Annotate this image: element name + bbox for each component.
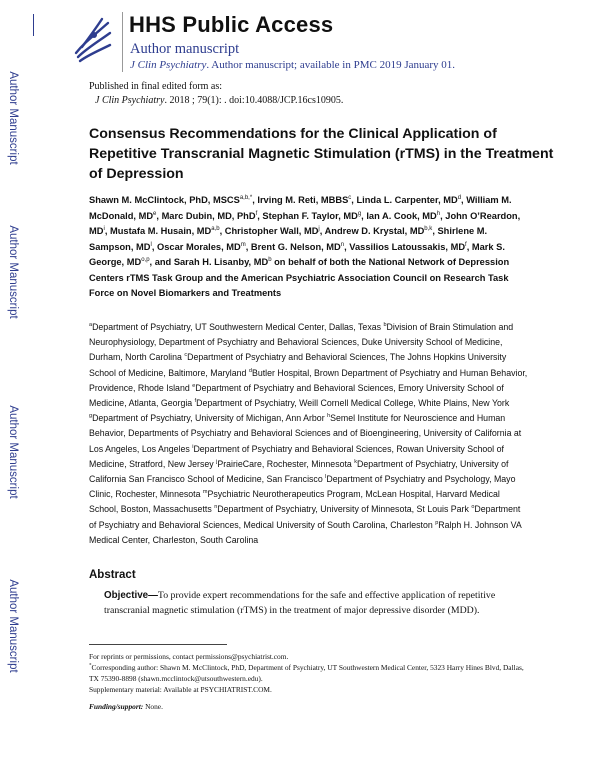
author-name: Brent G. Nelson, $MD^n$ [250,241,345,252]
author-affiliation-marker: b,k [424,225,433,232]
author-name: and Sarah H. Lisanby, $MD^b$ [154,256,272,267]
abstract-heading: Abstract [89,569,136,581]
author-affiliation-marker: g [357,210,362,217]
footnote-rule [89,644,227,645]
hhs-eagle-logo-icon [70,13,114,65]
header-journal-name: J Clin Psychiatry [130,59,207,71]
author-name: Oscar Morales, $MD^m$ [157,241,246,252]
author-affiliation-marker: o,p [141,256,150,263]
funding-label: Funding/support: [89,702,144,711]
side-label-author-manuscript: Author Manuscript [7,71,19,165]
publication-details: . 2018 ; 79(1): . doi:10.4088/JCP.16cs10905. [164,95,344,106]
affiliation-item: $^i$Department of Psychiatry and Behavioral Sciences, Rowan University School of Medicine, Stratford, New Jersey [89,443,504,469]
author-affiliation-marker: i [103,225,105,232]
author-name: Shirlene M. Sampson, $MD^l$ [89,226,488,252]
author-affiliation-marker: e [153,210,157,217]
author-name: Shawn M. McClintock, PhD, $MSCS^{a,b,*}$ [89,194,253,205]
author-name: Marc Dubin, MD, PhD$^f$ [161,210,258,221]
abstract-objective [104,588,524,618]
author-name: Ian A. Cook, $MD^h$ [366,210,441,221]
author-name: John O’Reardon, $MD^i$ [89,210,521,236]
author-affiliation-marker: a,b,* [239,194,253,201]
author-name: Mark S. George, MD$^{o,p}$ [89,241,505,267]
header-title: HHS Public Access [129,12,334,37]
author-name: Linda L. Carpenter, $MD^d$ [356,194,462,205]
author-name: William M. McDonald, MDe [89,195,512,221]
affiliation-item: $^j$PrairieCare, Rochester, Minnesota [216,458,355,469]
affiliation-item: $^k$Department of Psychiatry, University of California San Francisco School of Medicine, San Francisco [89,458,509,485]
author-name: Christopher Wall, $MD^j$ [224,225,320,236]
author-name: Vassilios Latoussakis, $MD^f$ [349,241,467,252]
publication-journal: J Clin Psychiatry [95,95,165,106]
author-affiliation-marker: b [268,256,272,263]
author-name: Andrew D. Krystal, MD$^{b,k}$ [324,225,433,236]
publication-info [89,80,343,108]
header-journal-line [130,59,455,71]
affiliation-item: $^l$Department of Psychiatry and Psychology, Mayo Clinic, Rochester, Minnesota [89,474,516,500]
author-affiliation-marker: a,b [211,225,220,232]
footnote-funding [89,701,529,712]
side-label-author-manuscript: Author Manuscript [7,405,19,499]
affiliation-item: $^o$Department of Psychiatry and Behavioral Sciences, Medical University of South Carolina, Charleston [89,504,521,530]
author-name: Stephan F. Taylor, $MD^g$ [262,210,362,221]
affiliation-item: $^g$Department of Psychiatry, University of Michigan, Ann Arbor [89,413,328,424]
affiliation-item: $^m$Psychiatric Neurotherapeutics Program, McLean Hospital, Harvard Medical School, Boston, Massachusetts [89,489,500,515]
side-label-author-manuscript: Author Manuscript [7,225,19,319]
author-affiliation-marker: f [465,241,467,248]
funding-text: None. [143,702,163,711]
authors-tail: on behalf of both the National Network of Depression Centers rTMS Task Group and the American Psychiatric Association Council on Research Task Force on Novel Biomarkers and Treatments [89,257,510,298]
objective-label: Objective— [104,590,158,601]
affiliation-item: $^e$Department of Psychiatry and Behavioral Sciences, Emory University School of Medicine, Atlanta, Georgia [89,382,504,409]
affiliation-item: $^n$Department of Psychiatry, University of Minnesota, St Louis Park [214,504,472,515]
header-divider [122,12,123,72]
affiliation-item: $^a$Department of Psychiatry, UT Southwestern Medical Center, Dallas, Texas [89,322,384,332]
objective-text: To provide expert recommendations for the safe and effective application of repetitive transcranial magnetic stimulation (rTMS) in the treatment of major depressive disorder (MDD). [104,590,496,616]
author-affiliation-marker: l [150,241,152,248]
author-name: Mustafa M. Husain, MD$^{a,b}$ [109,225,220,236]
footnote-supplementary: Supplementary material: Available at PSYCHIATRIST.COM. [89,685,272,694]
footnotes [89,651,529,712]
affiliation-item: $^p$Ralph H. Johnson VA Medical Center, Charleston, South Carolina [89,519,522,545]
affiliation-item: $^b$Division of Brain Stimulation and Neurophysiology, Department of Psychiatry and Behavioral Sciences, Duke University School of Medicine, Durham, North Carolina [89,322,514,363]
affiliation-item: $^d$Butler Hospital, Brown Department of Psychiatry and Human Behavior, Providence, Rhode Island [89,367,528,393]
affiliation-item: $^h$Semel Institute for Neuroscience and Human Behavior, Departments of Psychiatry and Behavioral Sciences and of Bioengineering, University of California at Los Angeles, Los Angeles [89,413,522,454]
footnote-corresponding: *Corresponding author: Shawn M. McClintock, PhD, Department of Psychiatry, UT Southwestern Medical Center, 5323 Harry Hines Blvd, Dallas, TX 75390-8898 (shawn.mcclintock@utsouthwestern.edu). [89,663,524,683]
side-label-author-manuscript: Author Manuscript [7,579,19,673]
affiliation-item: $^c$Department of Psychiatry and Behavioral Sciences, The Johns Hopkins University School of Medicine, Baltimore, Maryland [89,352,507,378]
author-affiliation-marker: m [240,241,246,248]
author-affiliation-marker: c [348,194,352,201]
footnote-reprints: For reprints or permissions, contact permissions@psychiatrist.com. [89,652,289,661]
author-name: Irving M. Reti, MBBS$^c$ [257,194,352,205]
publication-citation [89,94,343,108]
side-rule [33,14,34,36]
header-journal-rest: . Author manuscript; available in PMC 2019 January 01. [206,59,456,71]
author-list: Shawn M. McClintock, PhD, $MSCS^{a,b,*}$, Irving M. Reti, MBBS$^c$, Linda L. Carpenter, $MD^d$, William M. McDonald, MDe, Marc Dubin, MD, PhD$^f$, Stephan F. Taylor, $MD^g$, Ian A. Cook, $MD^h$, John O’Reardon, $MD^i$, Mustafa M. Husain, MD$^{a,b}$, Christopher Wall, $MD^j$, Andrew D. Krystal, MD$^{b,k}$, Shirlene M. Sampson, $MD^l$, Oscar Morales, $MD^m$, Brent G. Nelson, $MD^n$, Vassilios Latoussakis, $MD^f$, Mark S. George, MD$^{o,p}$, and Sarah H. Lisanby, $MD^b$ on behalf of both the National Network of Depression Centers rTMS Task Group and the American Psychiatric Association Council on Research Task Force on Novel Biomarkers and Treatments [89,194,521,298]
author-affiliation-marker: h [436,210,441,217]
author-affiliation-marker: d [457,194,462,201]
author-affiliation-marker: j [318,225,320,232]
header-subtitle: Author manuscript [130,41,240,57]
affiliation-item: $^f$Department of Psychiatry, Weill Cornell Medical College, White Plains, New York [194,398,510,409]
paper-title: Consensus Recommendations for the Clinical Application of Repetitive Transcranial Magnetic Stimulation (rTMS) in the Treatment of Depression [89,126,554,182]
publication-line: Published in final edited form as: [89,81,223,92]
affiliations [89,320,529,548]
author-affiliation-marker: n [340,241,345,248]
author-affiliation-marker: f [255,210,258,217]
